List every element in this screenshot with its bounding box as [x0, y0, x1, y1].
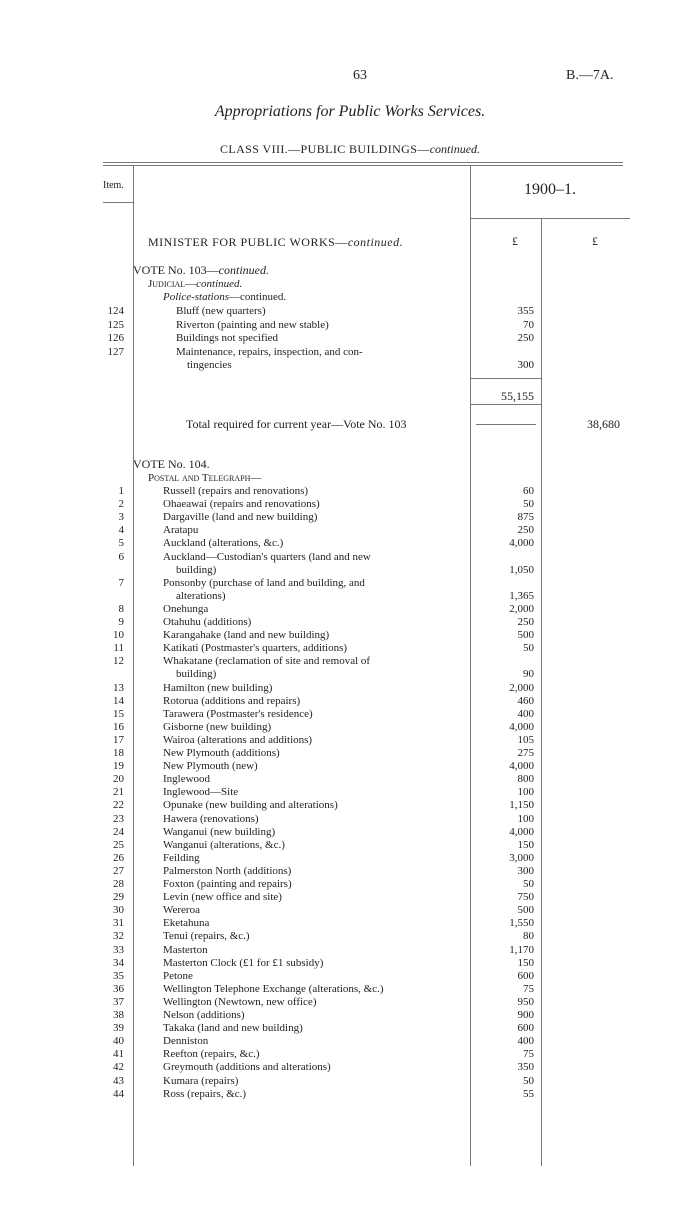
item-amount: 2,000: [509, 681, 534, 694]
item-label: Buildings not specified: [176, 332, 279, 344]
table-row: [0, 590, 700, 603]
item-label: Feilding: [163, 851, 200, 864]
item-amount: 600: [517, 1022, 534, 1035]
item-amount: 275: [517, 747, 534, 759]
ministry-heading-main: MINISTER FOR PUBLIC WORKS—: [148, 235, 348, 249]
item-label: Tenui (repairs, &c.): [163, 930, 250, 943]
item-amount: 2,000: [509, 602, 534, 615]
item-label: Ross (repairs, &c.): [163, 1087, 247, 1100]
item-label: Greymouth (additions and alterations): [163, 1061, 331, 1074]
rule-item-under: [103, 202, 133, 203]
item-amount: 150: [517, 956, 534, 969]
item-number: 20: [113, 773, 124, 786]
item-amount: 250: [517, 524, 534, 537]
table-row: [0, 786, 700, 799]
item-label: Rotorua (additions and repairs): [163, 694, 301, 707]
item-label: Hamilton (new building): [163, 681, 273, 694]
vote104-subheading: [0, 472, 700, 485]
vote103-heading-main: VOTE No. 103—: [133, 263, 219, 277]
table-row: [0, 917, 700, 930]
item-label: Hawera (renovations): [163, 812, 259, 825]
item-amount: 750: [517, 891, 534, 904]
item-amount: 80: [523, 930, 534, 943]
table-row: [0, 983, 700, 996]
item-amount: 500: [517, 904, 534, 917]
table-row: [0, 878, 700, 891]
item-column-header: Item.: [103, 180, 124, 191]
table-row: [0, 485, 700, 498]
item-number: 14: [113, 694, 124, 707]
item-amount: 70: [523, 318, 534, 331]
vote103-heading: [0, 264, 700, 277]
item-amount: 400: [517, 1035, 534, 1048]
table-row: [0, 319, 700, 332]
item-number: 6: [118, 550, 124, 563]
class-heading: [0, 142, 700, 157]
item-label: Foxton (painting and repairs): [163, 878, 292, 890]
item-amount: 1,150: [509, 799, 534, 812]
ministry-heading-continued: continued.: [347, 235, 404, 249]
item-label: Tarawera (Postmaster's residence): [163, 707, 313, 720]
table-row: [0, 511, 700, 524]
item-number: 19: [113, 760, 124, 773]
table-row: [0, 305, 700, 318]
item-number: 22: [113, 799, 124, 812]
item-label: Whakatane (reclamation of site and removal of: [163, 655, 371, 668]
item-label: Wellington (Newtown, new office): [163, 995, 317, 1008]
year-header: 1900–1.: [524, 181, 576, 198]
rule-top: [103, 162, 623, 163]
item-label: Auckland—Custodian's quarters (land and new: [163, 550, 371, 563]
item-label: New Plymouth (additions): [163, 747, 280, 759]
pound-symbol-2: £: [592, 234, 598, 248]
item-number: 31: [113, 917, 124, 930]
table-row: [0, 1088, 700, 1101]
table-row: [0, 773, 700, 786]
item-number: 42: [113, 1061, 124, 1074]
item-amount: 1,170: [509, 943, 534, 956]
vote103-subheading-main: Judicial—: [148, 278, 197, 290]
item-amount: 300: [517, 359, 534, 371]
item-label: Wanganui (new building): [163, 825, 276, 838]
item-amount: 600: [517, 969, 534, 982]
table-row: [0, 524, 700, 537]
item-label: building): [176, 668, 217, 681]
item-number: 43: [113, 1074, 124, 1087]
item-label: tingencies: [187, 359, 232, 371]
page-title: Appropriations for Public Works Services.: [214, 103, 486, 120]
item-number: 28: [113, 878, 124, 890]
item-number: 30: [113, 904, 124, 917]
item-number: 21: [113, 786, 124, 799]
vote103-subsubheading: [0, 291, 700, 304]
item-number: 126: [107, 332, 124, 344]
item-amount: 355: [517, 305, 534, 317]
item-number: 24: [113, 825, 124, 838]
vote103-subheading: [0, 278, 700, 291]
item-number: 10: [113, 629, 124, 642]
table-row: [0, 826, 700, 839]
item-number: 40: [113, 1035, 124, 1048]
rule-subtotal: [470, 378, 541, 379]
item-amount: 4,000: [509, 760, 534, 773]
item-number: 5: [118, 537, 124, 550]
item-number: 27: [113, 864, 124, 877]
table-row: [0, 970, 700, 983]
item-label: Gisborne (new building): [163, 720, 272, 733]
item-number: 7: [118, 576, 124, 589]
item-label: Reefton (repairs, &c.): [163, 1048, 260, 1061]
table-row: [0, 944, 700, 957]
item-number: 2: [118, 498, 124, 511]
table-row: [0, 799, 700, 812]
item-label: Palmerston North (additions): [163, 864, 292, 877]
item-amount: 50: [523, 498, 534, 511]
item-amount: 3,000: [509, 851, 534, 864]
item-number: 124: [107, 305, 124, 317]
vote104-subheading-text: Postal and Telegraph—: [148, 472, 262, 484]
item-label: Ohaeawai (repairs and renovations): [163, 498, 320, 511]
rule-top-2: [103, 165, 623, 166]
vote103-heading-continued: continued.: [218, 263, 269, 277]
item-label: Denniston: [163, 1035, 209, 1048]
item-amount: 900: [517, 1009, 534, 1021]
item-number: 29: [113, 891, 124, 904]
vote103-subsubheading-main: Police-stations: [163, 291, 229, 303]
item-number: 44: [113, 1087, 124, 1100]
item-label: Ponsonby (purchase of land and building, and: [163, 576, 365, 589]
item-amount: 950: [517, 995, 534, 1008]
item-label: Onehunga: [163, 602, 209, 615]
table-row: [0, 1009, 700, 1022]
item-number: 32: [113, 930, 124, 943]
item-amount: 1,365: [509, 589, 534, 602]
table-row: [0, 1022, 700, 1035]
item-amount: 75: [523, 1048, 534, 1061]
item-number: 23: [113, 812, 124, 825]
item-amount: 105: [517, 733, 534, 746]
item-amount: 800: [517, 773, 534, 786]
table-row: [0, 564, 700, 577]
vote104-heading: [0, 458, 700, 471]
item-number: 4: [118, 524, 124, 537]
table-row: [0, 930, 700, 943]
item-amount: 4,000: [509, 825, 534, 838]
table-row: [0, 498, 700, 511]
item-amount: 350: [517, 1061, 534, 1074]
item-label: New Plymouth (new): [163, 760, 258, 773]
rule-year-under: [470, 218, 630, 219]
item-label: Takaka (land and new building): [163, 1022, 303, 1035]
item-amount: 4,000: [509, 720, 534, 733]
item-label: Kumara (repairs): [163, 1074, 239, 1087]
table-row: [0, 537, 700, 550]
table-row: [0, 1061, 700, 1074]
item-label: Bluff (new quarters): [176, 305, 266, 317]
item-label: Nelson (additions): [163, 1009, 245, 1021]
table-row: [0, 1035, 700, 1048]
item-label: Auckland (alterations, &c.): [163, 537, 284, 550]
table-row: [0, 852, 700, 865]
table-row: [0, 603, 700, 616]
table-row: [0, 695, 700, 708]
item-amount: 875: [517, 511, 534, 524]
table-row: [0, 359, 700, 372]
item-number: 8: [118, 602, 124, 615]
vote103-total-amount: 38,680: [587, 417, 620, 431]
item-number: 34: [113, 956, 124, 969]
item-number: 1: [118, 485, 124, 497]
table-row: [0, 904, 700, 917]
item-amount: 100: [517, 786, 534, 799]
item-label: Wanganui (alterations, &c.): [163, 838, 285, 851]
item-amount: 50: [523, 642, 534, 655]
table-row: [0, 1048, 700, 1061]
item-label: Aratapu: [163, 524, 199, 537]
item-amount: 400: [517, 707, 534, 720]
item-label: Wairoa (alterations and additions): [163, 733, 313, 746]
item-label: Eketahuna: [163, 917, 210, 930]
item-label: Inglewood—Site: [163, 786, 239, 799]
item-label: Wereroa: [163, 904, 200, 917]
item-number: 17: [113, 733, 124, 746]
item-number: 11: [113, 642, 124, 655]
table-row: [0, 839, 700, 852]
item-amount: 50: [523, 878, 534, 890]
table-row: [0, 616, 700, 629]
item-amount: 300: [517, 864, 534, 877]
rule-total-dash: [476, 424, 536, 425]
table-row: [0, 721, 700, 734]
item-amount: 500: [517, 629, 534, 642]
item-amount: 460: [517, 694, 534, 707]
item-number: 127: [107, 345, 124, 358]
item-number: 37: [113, 995, 124, 1008]
item-label: Petone: [163, 969, 193, 982]
table-row: [0, 655, 700, 668]
item-amount: 100: [517, 812, 534, 825]
item-amount: 75: [523, 982, 534, 995]
vote104-heading-text: VOTE No. 104.: [133, 457, 210, 471]
table-row: [0, 996, 700, 1009]
item-amount: 50: [523, 1074, 534, 1087]
table-row: [0, 865, 700, 878]
pound-symbol-1: £: [512, 234, 518, 248]
table-row: [0, 708, 700, 721]
vote103-subsubheading-continued: —continued.: [229, 291, 287, 303]
rule-subtotal-under: [470, 404, 541, 405]
table-row: [0, 760, 700, 773]
item-number: 13: [113, 681, 124, 694]
item-number: 39: [113, 1022, 124, 1035]
table-row: [0, 734, 700, 747]
item-number: 16: [113, 720, 124, 733]
item-number: 25: [113, 838, 124, 851]
item-label: Levin (new office and site): [163, 891, 282, 904]
item-number: 12: [113, 655, 124, 668]
item-amount: 60: [523, 485, 534, 497]
table-row: [0, 813, 700, 826]
item-label: alterations): [176, 589, 226, 602]
table-row: [0, 747, 700, 760]
item-number: 35: [113, 969, 124, 982]
table-row: [0, 891, 700, 904]
vote103-subheading-continued: continued.: [196, 278, 243, 290]
item-amount: 150: [517, 838, 534, 851]
table-row: [0, 682, 700, 695]
item-amount: 4,000: [509, 537, 534, 550]
item-label: Karangahake (land and new building): [163, 629, 330, 642]
item-label: Otahuhu (additions): [163, 616, 252, 628]
item-label: Wellington Telephone Exchange (alterations, &c.): [163, 982, 384, 995]
table-row: [0, 577, 700, 590]
item-amount: 90: [523, 668, 534, 681]
class-heading-continued: continued.: [429, 142, 481, 156]
item-number: 125: [107, 318, 124, 331]
table-row: [0, 957, 700, 970]
item-number: 41: [113, 1048, 124, 1061]
vote103-total-label: Total required for current year—Vote No. 103: [186, 417, 407, 431]
item-label: Opunake (new building and alterations): [163, 799, 338, 812]
item-number: 15: [113, 707, 124, 720]
item-number: 18: [113, 747, 124, 759]
item-number: 36: [113, 982, 124, 995]
item-label: Katikati (Postmaster's quarters, additions): [163, 642, 348, 655]
table-row: [0, 1075, 700, 1088]
item-number: 9: [118, 616, 124, 628]
vote103-subtotal: 55,155: [501, 389, 534, 403]
item-number: 38: [113, 1009, 124, 1021]
item-amount: 1,050: [509, 563, 534, 576]
item-label: Inglewood: [163, 773, 211, 786]
item-label: Riverton (painting and new stable): [176, 318, 329, 331]
item-label: Masterton Clock (£1 for £1 subsidy): [163, 956, 324, 969]
item-label: Maintenance, repairs, inspection, and con-: [176, 345, 363, 358]
ministry-heading: [148, 235, 403, 250]
item-label: Dargaville (land and new building): [163, 511, 318, 524]
item-amount: 55: [523, 1087, 534, 1100]
class-heading-main: CLASS VIII.—PUBLIC BUILDINGS—: [219, 142, 430, 156]
table-row: [0, 629, 700, 642]
item-number: 33: [113, 943, 124, 956]
page-number: 63: [353, 68, 367, 83]
table-row: [0, 668, 700, 681]
table-row: [0, 346, 700, 359]
item-label: building): [176, 563, 217, 576]
item-label: Russell (repairs and renovations): [163, 485, 309, 497]
item-amount: 250: [517, 332, 534, 344]
item-label: Masterton: [163, 943, 208, 956]
document-code: B.—7A.: [566, 68, 614, 83]
item-amount: 1,550: [509, 917, 534, 930]
item-number: 3: [118, 511, 124, 524]
table-row: [0, 332, 700, 345]
table-row: [0, 642, 700, 655]
item-amount: 250: [517, 616, 534, 628]
table-row: [0, 551, 700, 564]
item-number: 26: [113, 851, 124, 864]
